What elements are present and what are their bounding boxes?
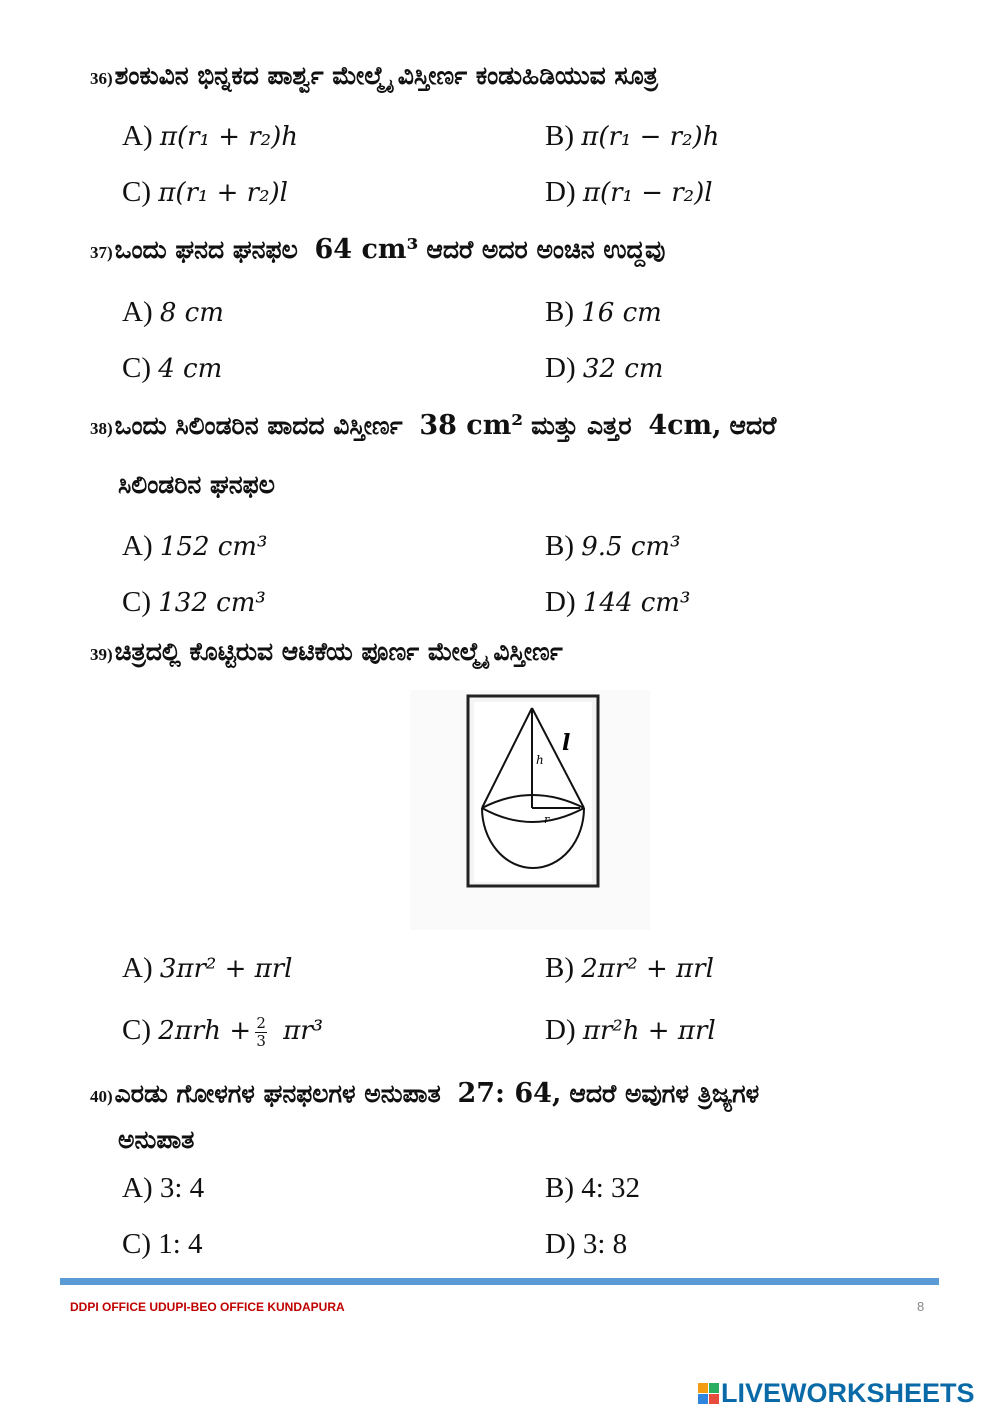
option-value: 132 cm³ bbox=[158, 588, 266, 618]
question-math: 64 cm³ bbox=[314, 234, 419, 265]
option-value: 4: 32 bbox=[581, 1172, 641, 1204]
question-39 bbox=[90, 624, 938, 683]
question-38 bbox=[90, 398, 938, 513]
question-text: ಶಂಕುವಿನ ಭಿನ್ನಕದ ಪಾರ್ಶ್ವ ಮೇಲ್ಮೈ ವಿಸ್ತೀರ್ಣ ಕಂಡುಹಿಡಿಯುವ ಸೂತ್ರ bbox=[114, 61, 658, 90]
question-number: 38) bbox=[90, 419, 113, 438]
option-38-b[interactable] bbox=[545, 528, 681, 565]
question-number: 37) bbox=[90, 243, 113, 262]
question-text: ಎರಡು ಗೋಳಗಳ ಘನಫಲಗಳ ಅನುಪಾತ bbox=[114, 1079, 441, 1108]
option-36-d[interactable] bbox=[545, 174, 713, 211]
option-label: A) bbox=[122, 1172, 153, 1204]
question-37 bbox=[90, 222, 938, 281]
option-40-d[interactable] bbox=[545, 1226, 627, 1262]
option-40-a[interactable] bbox=[122, 1170, 204, 1206]
option-38-d[interactable] bbox=[545, 584, 690, 621]
option-label: D) bbox=[545, 176, 576, 208]
option-value: 3: 4 bbox=[159, 1172, 205, 1204]
question-text: ಆದರೆ ಅವುಗಳ ತ್ರಿಜ್ಯಗಳ bbox=[569, 1079, 760, 1108]
option-label: B) bbox=[545, 530, 574, 562]
option-value: 2πrh + bbox=[158, 1016, 252, 1046]
option-37-d[interactable] bbox=[545, 350, 663, 387]
option-label: A) bbox=[122, 296, 153, 328]
option-40-c[interactable] bbox=[122, 1226, 203, 1262]
option-39-b[interactable] bbox=[545, 950, 714, 987]
option-value: π(r₁ − r₂)h bbox=[581, 122, 720, 152]
footer-divider bbox=[60, 1278, 939, 1285]
option-label: D) bbox=[545, 352, 576, 384]
question-number: 36) bbox=[90, 69, 113, 88]
option-label: C) bbox=[122, 586, 151, 618]
option-value: 152 cm³ bbox=[159, 532, 268, 562]
question-text: ಒಂದು ಸಿಲಿಂಡರಿನ ಪಾದದ ವಿಸ್ತೀರ್ಣ bbox=[114, 411, 403, 440]
label-h: h bbox=[536, 753, 544, 767]
label-l: l bbox=[562, 730, 571, 756]
option-value: πr³ bbox=[283, 1016, 324, 1046]
fraction-numerator: 2 bbox=[256, 1013, 266, 1032]
option-37-c[interactable] bbox=[122, 350, 222, 387]
option-label: C) bbox=[122, 176, 151, 208]
option-value: π(r₁ + r₂)h bbox=[159, 122, 298, 152]
option-label: B) bbox=[545, 1172, 574, 1204]
fraction-denominator: 3 bbox=[256, 1031, 266, 1050]
option-value: 2πr² + πrl bbox=[581, 954, 714, 984]
option-value: π(r₁ − r₂)l bbox=[582, 178, 713, 208]
question-text: ಆದರೆ ಅದರ ಅಂಚಿನ ಉದ್ದವು bbox=[426, 235, 666, 264]
toy-diagram bbox=[410, 690, 650, 930]
option-39-c[interactable] bbox=[122, 1012, 323, 1050]
option-label: A) bbox=[122, 952, 153, 984]
label-r: r bbox=[544, 813, 550, 826]
cone-hemisphere-figure bbox=[410, 690, 650, 930]
option-37-b[interactable] bbox=[545, 294, 662, 331]
question-text: ಚಿತ್ರದಲ್ಲಿ ಕೊಟ್ಟಿರುವ ಆಟಿಕೆಯ ಪೂರ್ಣ ಮೇಲ್ಮೈ ವಿಸ್ತೀರ್ಣ bbox=[114, 637, 563, 666]
option-label: B) bbox=[545, 120, 574, 152]
option-39-a[interactable] bbox=[122, 950, 293, 987]
option-value: 8 cm bbox=[159, 298, 224, 328]
option-36-a[interactable] bbox=[122, 118, 298, 155]
question-40 bbox=[90, 1066, 938, 1155]
option-label: D) bbox=[545, 1228, 576, 1260]
option-36-b[interactable] bbox=[545, 118, 719, 155]
question-36 bbox=[90, 48, 938, 107]
option-value: π(r₁ + r₂)l bbox=[158, 178, 288, 208]
option-label: A) bbox=[122, 120, 153, 152]
option-label: C) bbox=[122, 1014, 151, 1046]
option-value: 32 cm bbox=[582, 354, 664, 384]
page-number: 8 bbox=[917, 1299, 925, 1314]
option-value: πr²h + πrl bbox=[582, 1016, 716, 1046]
question-text-continued: ಸಿಲಿಂಡರಿನ ಘನಫಲ bbox=[118, 470, 275, 499]
question-number: 39) bbox=[90, 645, 113, 664]
option-value: 16 cm bbox=[581, 298, 662, 328]
liveworksheets-icon bbox=[698, 1383, 719, 1404]
option-37-a[interactable] bbox=[122, 294, 224, 331]
question-math: 38 cm² bbox=[419, 410, 524, 441]
question-number: 40) bbox=[90, 1087, 113, 1106]
option-38-c[interactable] bbox=[122, 584, 266, 621]
option-value: 4 cm bbox=[158, 354, 223, 384]
option-value: 144 cm³ bbox=[582, 588, 691, 618]
liveworksheets-logo[interactable] bbox=[698, 1378, 975, 1408]
option-label: A) bbox=[122, 530, 153, 562]
option-label: B) bbox=[545, 296, 574, 328]
question-math: 4cm, bbox=[648, 410, 722, 441]
question-text: ಮತ್ತು ಎತ್ತರ bbox=[531, 411, 632, 440]
option-label: D) bbox=[545, 1014, 576, 1046]
option-label: C) bbox=[122, 352, 151, 384]
liveworksheets-wordmark: LIVEWORKSHEETS bbox=[721, 1377, 975, 1408]
question-text: ಒಂದು ಘನದ ಘನಫಲ bbox=[114, 235, 298, 264]
option-36-c[interactable] bbox=[122, 174, 288, 211]
footer-office-text: DDPI OFFICE UDUPI-BEO OFFICE KUNDAPURA bbox=[70, 1300, 345, 1314]
question-math: 27: 64, bbox=[457, 1078, 562, 1109]
option-value: 9.5 cm³ bbox=[581, 532, 681, 562]
option-label: C) bbox=[122, 1228, 151, 1260]
question-text-continued: ಅನುಪಾತ bbox=[118, 1125, 195, 1154]
option-label: D) bbox=[545, 586, 576, 618]
option-value: 3πr² + πrl bbox=[159, 954, 293, 984]
option-38-a[interactable] bbox=[122, 528, 267, 565]
question-text: ಆದರೆ bbox=[729, 411, 777, 440]
option-label: B) bbox=[545, 952, 574, 984]
option-value: 1: 4 bbox=[158, 1228, 203, 1260]
fraction bbox=[255, 1015, 267, 1050]
option-39-d[interactable] bbox=[545, 1012, 716, 1049]
option-40-b[interactable] bbox=[545, 1170, 640, 1206]
option-value: 3: 8 bbox=[582, 1228, 628, 1260]
